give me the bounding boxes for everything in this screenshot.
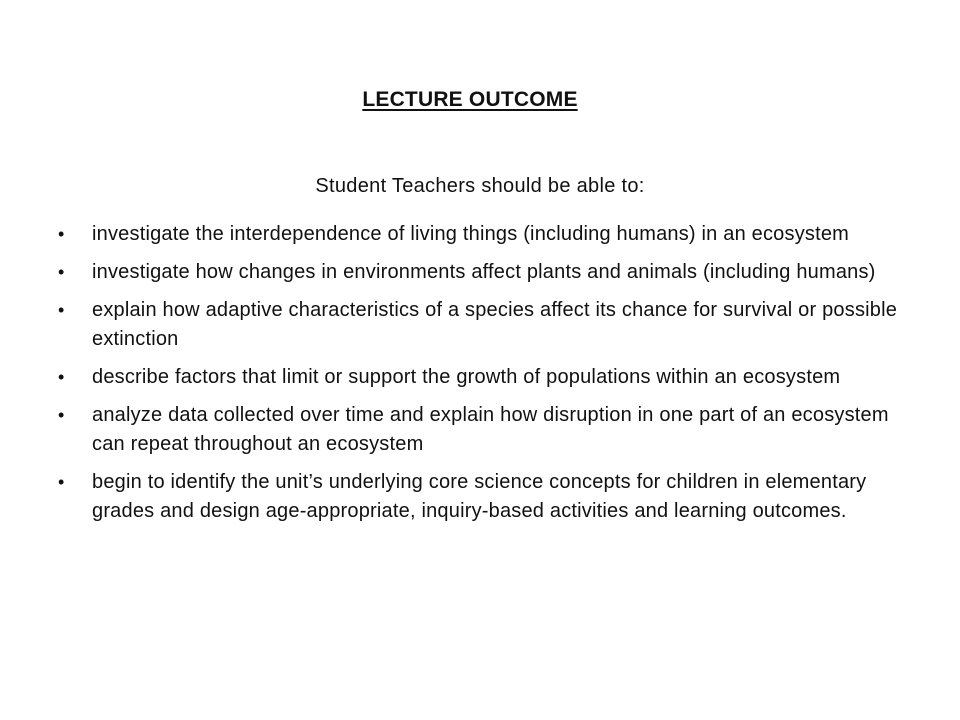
outcome-text: explain how adaptive characteristics of a species affect its chance for survival or possible extinction <box>92 299 898 350</box>
outcome-item <box>58 401 908 459</box>
bullet-icon: • <box>58 405 65 425</box>
bullet-icon: • <box>58 262 65 282</box>
outcome-text: analyze data collected over time and explain how disruption in one part of an ecosystem can repeat throughout an ecosystem <box>92 404 889 455</box>
outcome-text: describe factors that limit or support the growth of populations within an ecosystem <box>92 366 841 388</box>
outcome-item <box>58 363 908 392</box>
slide-subtitle: Student Teachers should be able to: <box>315 175 645 197</box>
outcome-text: begin to identify the unit’s underlying core science concepts for children in elementary grades and design age-appropriate, inquiry-based activities and learning outcomes. <box>92 471 867 522</box>
bullet-icon: • <box>58 472 65 492</box>
outcome-text: investigate the interdependence of living things (including humans) in an ecosystem <box>92 223 850 245</box>
outcome-text: investigate how changes in environments affect plants and animals (including humans) <box>92 261 876 283</box>
bullet-icon: • <box>58 224 65 244</box>
outcome-item <box>58 220 908 249</box>
slide-title: LECTURE OUTCOME <box>362 88 578 111</box>
bullet-icon: • <box>58 300 65 320</box>
outcome-item <box>58 258 908 287</box>
outcome-list <box>58 220 908 535</box>
outcome-item <box>58 468 908 526</box>
outcome-item <box>58 296 908 354</box>
bullet-icon: • <box>58 367 65 387</box>
